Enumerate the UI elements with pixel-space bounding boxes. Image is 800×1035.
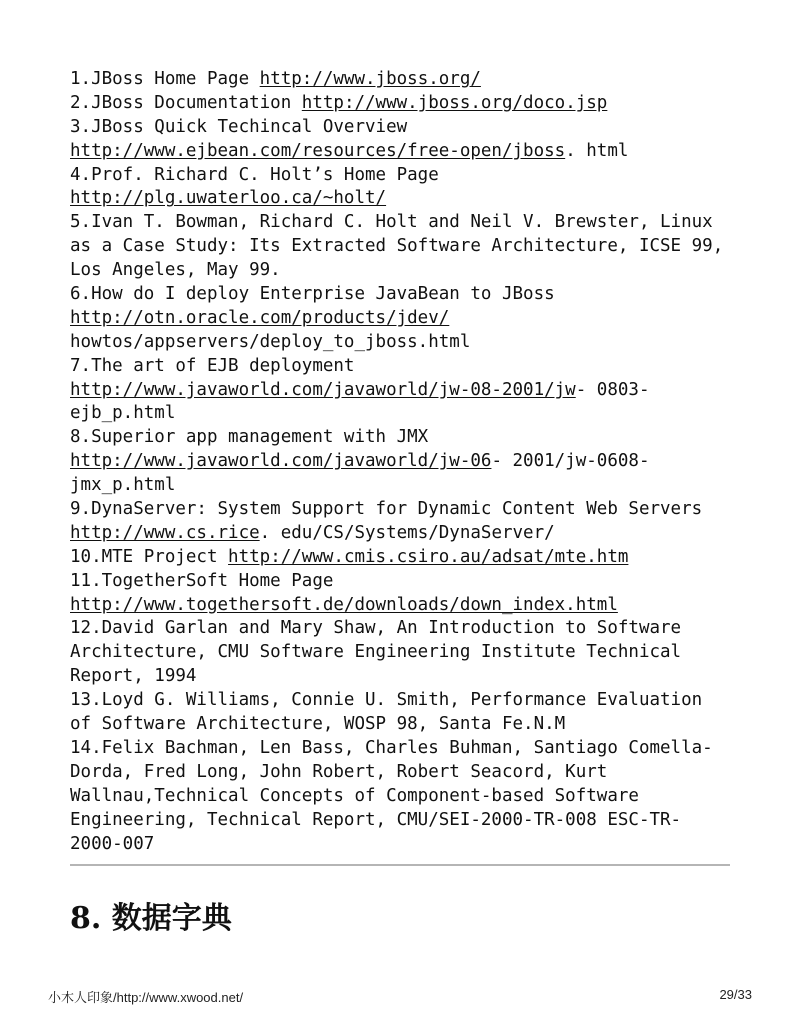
reference-line [70,785,740,809]
reference-line [70,164,740,188]
reference-text: 11.TogetherSoft Home Page [70,570,334,591]
reference-line [70,331,740,355]
reference-line [70,474,740,498]
reference-text: 13.Loyd G. Williams, Connie U. Smith, Performance Evaluation [70,690,703,711]
reference-line [70,546,740,570]
reference-text: 2.JBoss Documentation [70,92,302,113]
reference-text: 3.JBoss Quick Techincal Overview [70,116,408,137]
reference-link[interactable]: http://plg.uwaterloo.ca/~holt/ [70,188,387,209]
reference-line [70,689,740,713]
reference-line [70,235,740,259]
reference-line [70,809,740,833]
reference-text: 2000-007 [70,833,155,854]
reference-text: 8.Superior app management with JMX [70,427,429,448]
reference-link[interactable]: http://www.togethersoft.de/downloads/down_index.html [70,594,618,615]
reference-text: 4.Prof. Richard C. Holt’s Home Page [70,164,439,185]
reference-text: . edu/CS/Systems/DynaServer/ [259,522,555,543]
reference-line [70,761,740,785]
reference-line [70,140,740,164]
reference-line [70,426,740,450]
section-number: 8. [70,901,102,936]
reference-text: 1.JBoss Home Page [70,69,260,89]
reference-text: 14.Felix Bachman, Len Bass, Charles Buhman, Santiago Comella- [70,737,713,758]
reference-text: 5.Ivan T. Bowman, Richard C. Holt and Neil V. Brewster, Linux [70,212,713,233]
reference-text: 9.DynaServer: System Support for Dynamic Content Web Servers [70,499,703,520]
reference-link[interactable]: http://www.ejbean.com/resources/free-open/jboss [70,140,566,161]
reference-text: 10.MTE Project [70,546,229,567]
reference-text: - 2001/jw-0608- [491,451,650,472]
reference-line [70,92,740,116]
reference-line [70,307,740,331]
reference-text: 7.The art of EJB deployment [70,355,355,376]
reference-line [70,737,740,761]
reference-list [70,68,740,856]
reference-line [70,713,740,737]
reference-text: howtos/appservers/deploy_to_jboss.html [70,331,471,352]
section-title: 数据字典 [111,901,232,936]
reference-line [70,68,740,92]
reference-line [70,259,740,283]
reference-line [70,594,740,618]
reference-line [70,641,740,665]
page-number: 29/33 [719,987,752,1002]
reference-text: Wallnau,Technical Concepts of Component-based Software [70,785,639,806]
reference-line [70,211,740,235]
section-divider [70,864,730,866]
reference-text: Architecture, CMU Software Engineering Institute Technical [70,642,682,663]
reference-text: ejb_p.html [70,403,176,424]
reference-link[interactable]: http://www.cmis.csiro.au/adsat/mte.htm [228,546,629,567]
footer-source: 小木人印象/http://www.xwood.net/ [48,990,244,1005]
reference-line [70,522,740,546]
reference-link[interactable]: http://otn.oracle.com/products/jdev/ [70,307,450,328]
section-heading [70,893,232,937]
reference-line [70,283,740,307]
reference-line [70,617,740,641]
reference-line [70,379,740,403]
reference-link[interactable]: http://www.jboss.org/ [259,69,481,89]
reference-link[interactable]: http://www.cs.rice [70,522,260,543]
reference-line [70,402,740,426]
reference-text: - 0803- [575,379,650,400]
reference-line [70,498,740,522]
reference-text: jmx_p.html [70,475,176,496]
reference-link[interactable]: http://www.javaworld.com/javaworld/jw-06 [70,451,492,472]
reference-line [70,116,740,140]
reference-line [70,355,740,379]
reference-text: Report, 1994 [70,666,197,687]
reference-line [70,450,740,474]
reference-text: Engineering, Technical Report, CMU/SEI-2000-TR-008 ESC-TR- [70,809,682,830]
reference-line [70,187,740,211]
reference-text: 6.How do I deploy Enterprise JavaBean to JBoss [70,284,555,305]
reference-text: Los Angeles, May 99. [70,260,281,281]
reference-text: as a Case Study: Its Extracted Software Architecture, ICSE 99, [70,236,724,257]
reference-link[interactable]: http://www.javaworld.com/javaworld/jw-08-2001/jw [70,379,576,400]
reference-text: 12.David Garlan and Mary Shaw, An Introduction to Software [70,618,682,639]
reference-line [70,665,740,689]
reference-text: Dorda, Fred Long, John Robert, Robert Seacord, Kurt [70,761,608,782]
reference-line [70,833,740,857]
reference-line [70,570,740,594]
reference-text: . html [565,140,629,161]
reference-link[interactable]: http://www.jboss.org/doco.jsp [301,92,608,113]
reference-text: of Software Architecture, WOSP 98, Santa Fe.N.M [70,714,566,735]
